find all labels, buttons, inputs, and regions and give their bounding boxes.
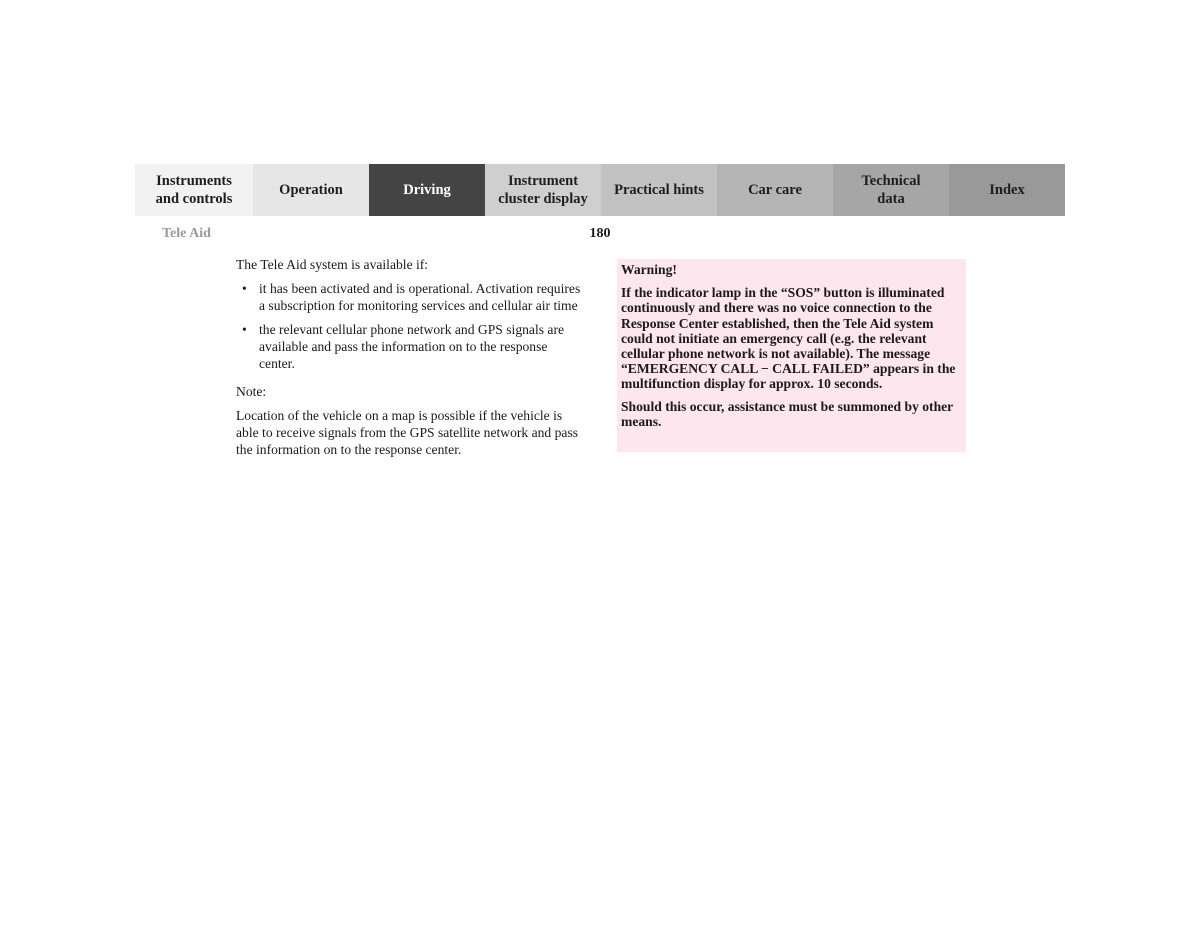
warning-title: Warning!: [621, 262, 677, 277]
list-item: [236, 280, 586, 314]
tab-instruments-and-controls[interactable]: Instruments and controls: [135, 164, 253, 216]
page-number: 180: [589, 226, 611, 241]
tab-driving[interactable]: Driving: [369, 164, 485, 216]
section-title: Tele Aid: [162, 226, 211, 241]
list-item-text: it has been activated and is operational. Activation requires a subscription for monitoring services and cellular air time: [259, 281, 581, 313]
note-text: Location of the vehicle on a map is possible if the vehicle is able to receive signals from the GPS satellite network and pass the information on to the response center.: [236, 408, 579, 457]
warning-paragraph: If the indicator lamp in the “SOS” button is illuminated continuously and there was no voice connection to the Response Center established, then the Tele Aid system could not initiate an emergency call (e.g. the relevant cellular phone network is not available). The message “EMERGENCY CALL − CALL FAILED” appears in the multifunction display for approx. 10 seconds.: [621, 285, 956, 392]
list-item: [236, 321, 586, 372]
availability-list: [236, 280, 586, 372]
list-item-text: the relevant cellular phone network and GPS signals are available and pass the information on to the response center.: [259, 322, 565, 371]
intro-text: The Tele Aid system is available if:: [236, 257, 429, 272]
warning-paragraph: Should this occur, assistance must be summoned by other means.: [621, 398, 953, 429]
tab-index[interactable]: Index: [949, 164, 1065, 216]
chapter-tab-bar: [135, 164, 1065, 216]
tab-car-care[interactable]: Car care: [717, 164, 833, 216]
warning-box: [617, 259, 966, 452]
main-text-column: [236, 256, 586, 465]
tab-instrument-cluster-display[interactable]: Instrument cluster display: [485, 164, 601, 216]
note-label: Note:: [236, 384, 267, 399]
tab-operation[interactable]: Operation: [253, 164, 369, 216]
bullet-icon: •: [242, 322, 247, 337]
bullet-icon: •: [242, 281, 247, 296]
tab-practical-hints[interactable]: Practical hints: [601, 164, 717, 216]
tab-technical-data[interactable]: Technical data: [833, 164, 949, 216]
